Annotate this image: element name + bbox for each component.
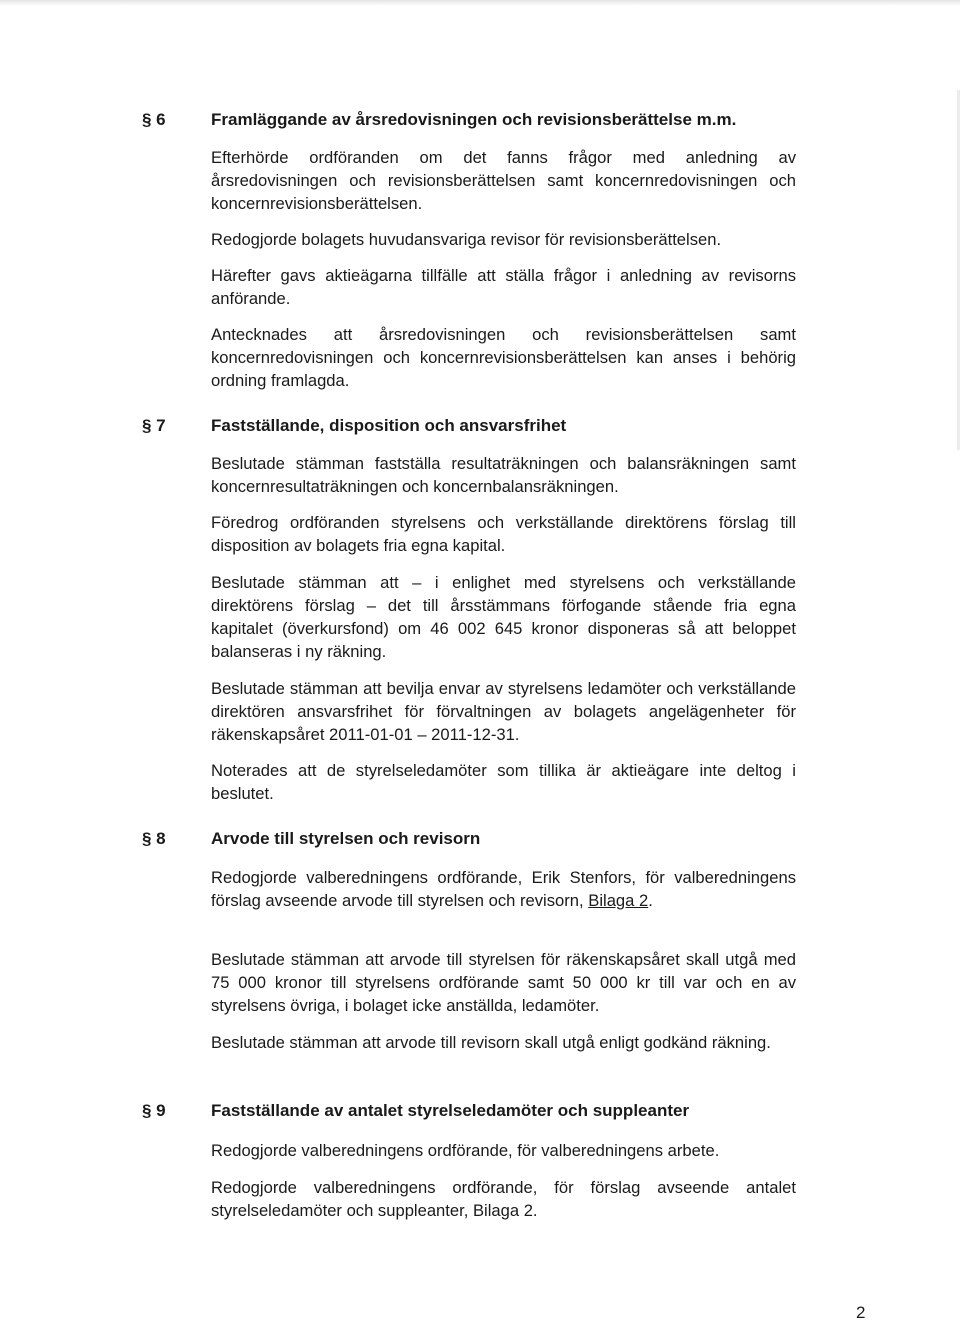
section-7-paragraph-3: Beslutade stämman att – i enlighet med styrelsens och verkställande direktörens förslag – det till årsstämmans förfogande stående fria egna kapitalet (överkursfond) om 46 002 645 kronor disponeras så att beloppet balanseras i ny räkning.: [211, 573, 796, 661]
section-8-paragraph-1-text: Redogjorde valberedningens ordförande, Erik Stenfors, för valberedningens förslag avseende arvode till styrelsen och revisorn,: [211, 868, 796, 910]
page-number: 2: [856, 1303, 866, 1322]
section-8-title: Arvode till styrelsen och revisorn: [211, 829, 481, 848]
section-8-paragraph-1: [211, 866, 796, 912]
section-7-paragraph-4: Beslutade stämman att bevilja envar av styrelsens ledamöter och verkställande direktören ansvarsfrihet för förvaltningen av bolagets angelägenheter för räkenskapsåret 2011-01-01 – 2011-12-31.: [211, 679, 796, 744]
section-9-number: § 9: [142, 1101, 166, 1120]
section-7-number: § 7: [142, 416, 166, 435]
section-7-paragraph-2: Föredrog ordföranden styrelsens och verkställande direktörens förslag till disposition av bolagets fria egna kapital.: [211, 513, 796, 555]
section-8-number: § 8: [142, 829, 166, 848]
attachment-suffix: .: [648, 891, 653, 910]
section-6-paragraph-2: Redogjorde bolagets huvudansvariga revisor för revisionsberättelsen.: [211, 230, 722, 249]
section-7-title: Fastställande, disposition och ansvarsfrihet: [211, 416, 567, 435]
section-7-paragraph-5: Noterades att de styrelseledamöter som tillika är aktieägare inte deltog i beslutet.: [211, 761, 796, 803]
attachment-link[interactable]: Bilaga 2: [588, 891, 649, 910]
section-9-title: Fastställande av antalet styrelseledamöter och suppleanter: [211, 1101, 690, 1120]
section-9-paragraph-2: Redogjorde valberedningens ordförande, för förslag avseende antalet styrelseledamöter och suppleanter, Bilaga 2.: [211, 1178, 796, 1220]
section-6-paragraph-4: Antecknades att årsredovisningen och revisionsberättelsen samt koncernredovisningen och koncernrevisionsberättelsen kan anses i behörig ordning framlagda.: [211, 325, 796, 390]
section-6-title: Framläggande av årsredovisningen och revisionsberättelse m.m.: [211, 110, 737, 129]
section-6-number: § 6: [142, 110, 166, 129]
section-9-paragraph-1: Redogjorde valberedningens ordförande, för valberedningens arbete.: [211, 1141, 720, 1160]
section-7-paragraph-1: Beslutade stämman fastställa resultaträkningen och balansräkningen samt koncernresultaträkningen och koncernbalansräkningen.: [211, 454, 796, 496]
section-6-paragraph-3: Härefter gavs aktieägarna tillfälle att ställa frågor i anledning av revisorns anförande.: [211, 266, 796, 308]
section-8-paragraph-3: Beslutade stämman att arvode till revisorn skall utgå enligt godkänd räkning.: [211, 1033, 771, 1052]
section-8-paragraph-2: Beslutade stämman att arvode till styrelsen för räkenskapsåret skall utgå med 75 000 kronor till styrelsens ordförande samt 50 000 kr till var och en av styrelsens övriga, i bolaget icke anställda, ledamöter.: [211, 950, 796, 1015]
section-6-paragraph-1: Efterhörde ordföranden om det fanns frågor med anledning av årsredovisningen och revisionsberättelsen samt koncernredovisningen och koncernrevisionsberättelsen.: [211, 148, 796, 213]
